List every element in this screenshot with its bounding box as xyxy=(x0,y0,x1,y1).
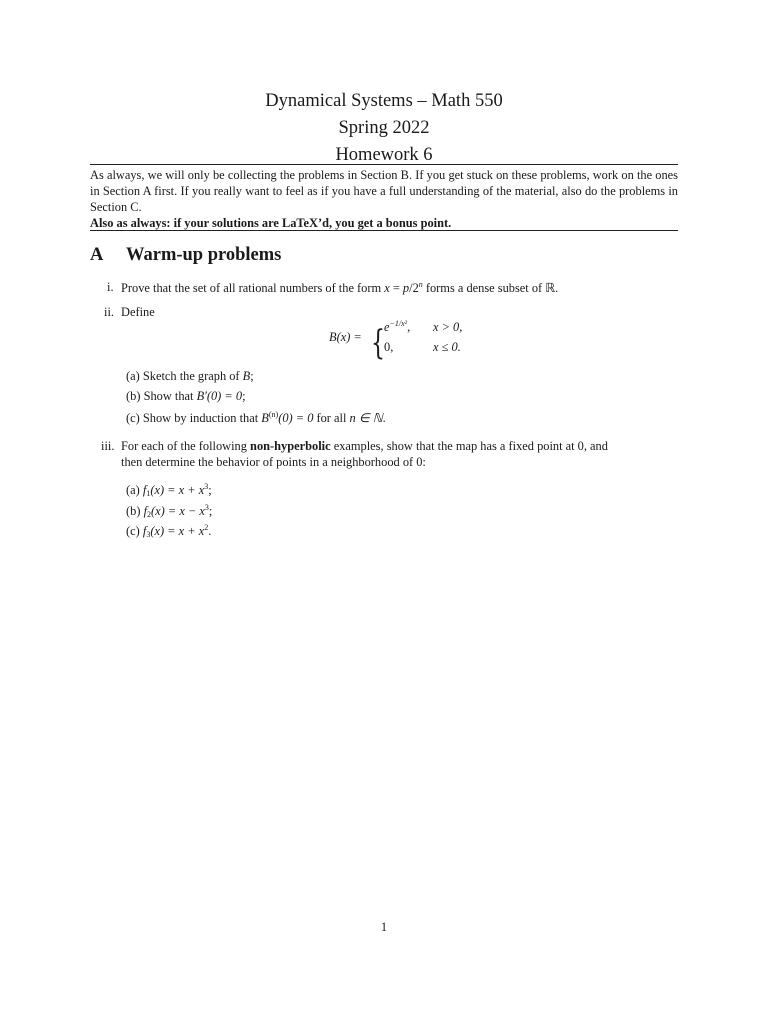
piecewise-brace: { xyxy=(371,323,386,363)
piecewise-case-1 xyxy=(384,320,410,335)
intro-bold-note: Also as always: if your solutions are LaTeX’d, you get a bonus point. xyxy=(90,216,452,230)
part-sup: 2 xyxy=(204,523,209,532)
part-expr: (x) = x + x xyxy=(150,524,205,538)
part-sup: 3 xyxy=(204,503,209,512)
term: Spring 2022 xyxy=(338,118,430,138)
part-f: f xyxy=(142,483,147,497)
problem-3-line-2: then determine the behavior of points in a neighborhood of 0: xyxy=(121,455,426,469)
part-label: (b) xyxy=(126,389,141,403)
problem-2-text: Define xyxy=(121,305,155,319)
problem-2-part-a xyxy=(126,369,254,384)
problem-1-math-p: p xyxy=(402,281,410,295)
case-2-expr: 0, xyxy=(384,340,394,354)
part-tail: . xyxy=(382,411,386,425)
part-label: (c) xyxy=(126,411,140,425)
part-tail: ; xyxy=(208,504,213,518)
problem-3-number: iii. xyxy=(101,439,115,453)
part-sup: 3 xyxy=(204,482,209,491)
title-block xyxy=(0,88,768,169)
part-sub: 2 xyxy=(147,510,152,519)
section-letter: A xyxy=(90,245,104,265)
problem-1-text-a: Prove that the set of all rational numbers of the form xyxy=(121,281,385,295)
section-title: Warm-up problems xyxy=(126,245,282,265)
problem-3-bold: non-hyperbolic xyxy=(250,439,331,453)
part-math: B xyxy=(242,369,251,383)
part-math: B xyxy=(261,411,269,425)
part-sub: 3 xyxy=(146,530,151,539)
problem-1-math-n: n xyxy=(418,280,423,289)
part-f: f xyxy=(142,524,147,538)
homework-title: Homework 6 xyxy=(335,145,433,165)
piecewise-lhs: B(x) = xyxy=(329,330,362,344)
part-f: f xyxy=(143,504,148,518)
part-text: Show by induction that xyxy=(142,411,262,425)
part-sup: (n) xyxy=(268,410,279,419)
case-1-exponent: −1/x² xyxy=(389,319,408,328)
part-sub: 1 xyxy=(146,489,151,498)
part-math2: (0) = 0 xyxy=(278,411,314,425)
problem-1-text-b: forms a dense subset of ℝ. xyxy=(422,281,559,295)
part-tail: ; xyxy=(242,389,246,403)
problem-2-part-c xyxy=(126,410,386,426)
bottom-rule xyxy=(90,230,678,231)
part-text: Show that xyxy=(143,389,197,403)
part-tail: ; xyxy=(208,483,212,497)
part-text: Sketch the graph of xyxy=(142,369,243,383)
part-expr: (x) = x + x xyxy=(150,483,205,497)
case-2-condition: x ≤ 0. xyxy=(433,340,461,354)
case-1-comma: , xyxy=(407,320,411,334)
problem-3-part-c xyxy=(126,524,211,539)
problem-1-text xyxy=(121,280,558,296)
page-number: 1 xyxy=(380,920,388,934)
course-title: Dynamical Systems – Math 550 xyxy=(265,91,503,111)
part-expr: (x) = x − x xyxy=(151,504,205,518)
problem-2-number: ii. xyxy=(104,305,114,319)
part-label: (c) xyxy=(126,524,140,538)
problem-1-math-eq: = xyxy=(389,281,403,295)
problem-3-line-1 xyxy=(121,439,608,454)
intro-text: As always, we will only be collecting the problems in Section B. If you get stuck on these problems, work on the ones in Section A first. If you really want to feel as if you have a full understanding of the material, also do the problems in Section C. xyxy=(90,168,678,214)
part-tail: . xyxy=(208,524,212,538)
part-label: (a) xyxy=(126,483,140,497)
problem-3-part-a xyxy=(126,483,212,498)
part-label: (a) xyxy=(126,369,140,383)
problem-3-part-b xyxy=(126,504,212,519)
part-math: B′(0) = 0 xyxy=(196,389,243,403)
problem-1-number: i. xyxy=(107,280,114,294)
top-rule xyxy=(90,164,678,165)
case-1-condition: x > 0, xyxy=(433,320,463,334)
problem-2-part-b xyxy=(126,389,246,404)
problem-1-math-slash: /2 xyxy=(409,281,419,295)
part-label: (b) xyxy=(126,504,141,518)
part-tail: ; xyxy=(250,369,254,383)
problem-3-text-a: For each of the following xyxy=(121,439,251,453)
intro-note xyxy=(90,167,678,231)
problem-3-text-b: examples, show that the map has a fixed point at 0, and xyxy=(330,439,608,453)
part-mid: for all xyxy=(313,411,350,425)
problem-1-math-x: x xyxy=(384,281,390,295)
case-1-expr: e xyxy=(384,320,390,334)
part-math3: n ∈ ℕ xyxy=(349,411,383,425)
section-heading xyxy=(90,245,281,266)
